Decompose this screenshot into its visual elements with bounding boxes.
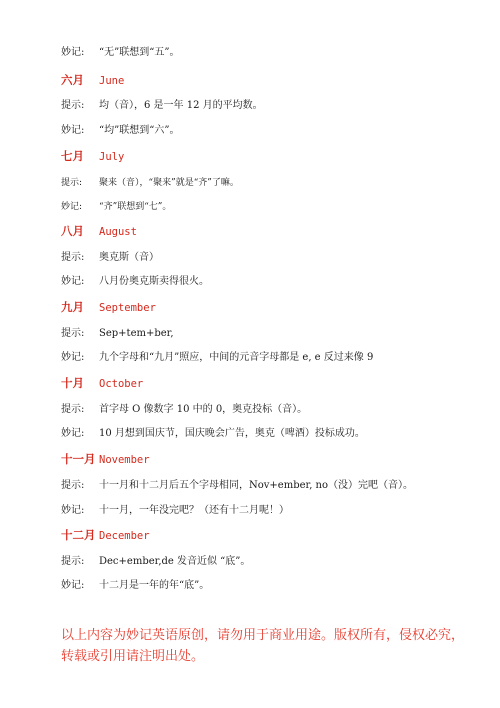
note-label: 妙记: — [61, 276, 85, 287]
hint-text: Dec+ember,de 发音近似 “底”。 — [99, 556, 251, 567]
note-line — [61, 427, 365, 441]
month-en: October — [99, 378, 144, 390]
month-cn: 八月 — [61, 224, 84, 238]
month-heading-august — [61, 224, 137, 240]
note-text: “无”联想到“五”。 — [99, 47, 180, 58]
hint-label: 提示: — [61, 404, 85, 415]
hint-text: 奥克斯（音） — [99, 252, 159, 263]
hint-line — [61, 251, 159, 265]
month-cn: 十二月 — [61, 528, 96, 542]
note-text: 九个字母和“九月”照应，中间的元音字母都是 e, e 反过来像 9 — [99, 352, 374, 363]
hint-label: 提示: — [61, 100, 85, 111]
note-text: 十二月是一年的年“底”。 — [99, 580, 210, 591]
note-line — [61, 351, 373, 365]
copyright-notice — [61, 625, 465, 667]
month-heading-september — [61, 300, 156, 316]
note-line — [61, 504, 289, 518]
hint-line — [61, 555, 250, 569]
month-cn: 九月 — [61, 300, 84, 314]
note-label: 妙记: — [61, 505, 85, 516]
note-line — [61, 124, 179, 138]
note-label: 妙记: — [61, 352, 85, 363]
month-en: July — [99, 151, 125, 163]
hint-label: 提示: — [61, 556, 85, 567]
month-cn: 七月 — [61, 149, 84, 163]
month-cn: 十月 — [61, 376, 84, 390]
note-text: “均”联想到“六”。 — [99, 125, 180, 136]
note-line — [61, 275, 209, 289]
note-text: 十一月，一年没完吧？（还有十二月呢！） — [99, 505, 289, 516]
month-heading-december — [61, 528, 150, 544]
month-en: December — [99, 530, 150, 542]
hint-text: 首字母 O 像数字 10 中的 0，奥克投标（音）。 — [99, 404, 308, 415]
month-cn: 十一月 — [61, 452, 96, 466]
note-line — [61, 200, 171, 214]
hint-line — [61, 403, 307, 417]
hint-label: 提示: — [61, 252, 85, 263]
note-line — [61, 579, 209, 593]
hint-line — [61, 327, 174, 341]
note-text: “齐”联想到“七”。 — [99, 202, 172, 212]
month-en: August — [99, 226, 137, 238]
note-label: 妙记: — [61, 202, 83, 212]
month-heading-july — [61, 149, 124, 165]
copyright-line-2: 转载或引用请注明出处。 — [61, 649, 205, 664]
hint-line — [61, 479, 413, 493]
month-en: November — [99, 454, 150, 466]
copyright-line-1: 以上内容为妙记英语原创，请勿用于商业用途。版权所有，侵权必究， — [61, 628, 465, 643]
note-text: 10 月想到国庆节，国庆晚会广告，奥克（啤酒）投标成功。 — [99, 428, 365, 439]
month-en: September — [99, 302, 156, 314]
note-label: 妙记: — [61, 47, 85, 58]
note-label: 妙记: — [61, 580, 85, 591]
hint-label: 提示: — [61, 480, 85, 491]
month-cn: 六月 — [61, 73, 84, 87]
month-en: June — [99, 75, 125, 87]
hint-text: 十一月和十二月后五个字母相同，Nov+ember, no（没）完吧（音）。 — [99, 480, 414, 491]
hint-line — [61, 99, 263, 113]
hint-text: 聚来（音），“聚来”就是“齐”了嘛。 — [99, 178, 239, 188]
note-label: 妙记: — [61, 125, 85, 136]
hint-text: Sep+tem+ber, — [99, 328, 174, 339]
month-heading-october — [61, 376, 143, 392]
hint-line — [61, 176, 239, 190]
note-label: 妙记: — [61, 428, 85, 439]
month-heading-november — [61, 452, 150, 468]
hint-label: 提示: — [61, 178, 83, 188]
hint-text: 均（音），6 是一年 12 月的平均数。 — [99, 100, 263, 111]
hint-label: 提示: — [61, 328, 85, 339]
note-text: 八月份奥克斯卖得很火。 — [99, 276, 209, 287]
month-heading-june — [61, 73, 124, 89]
note-line — [61, 46, 179, 60]
